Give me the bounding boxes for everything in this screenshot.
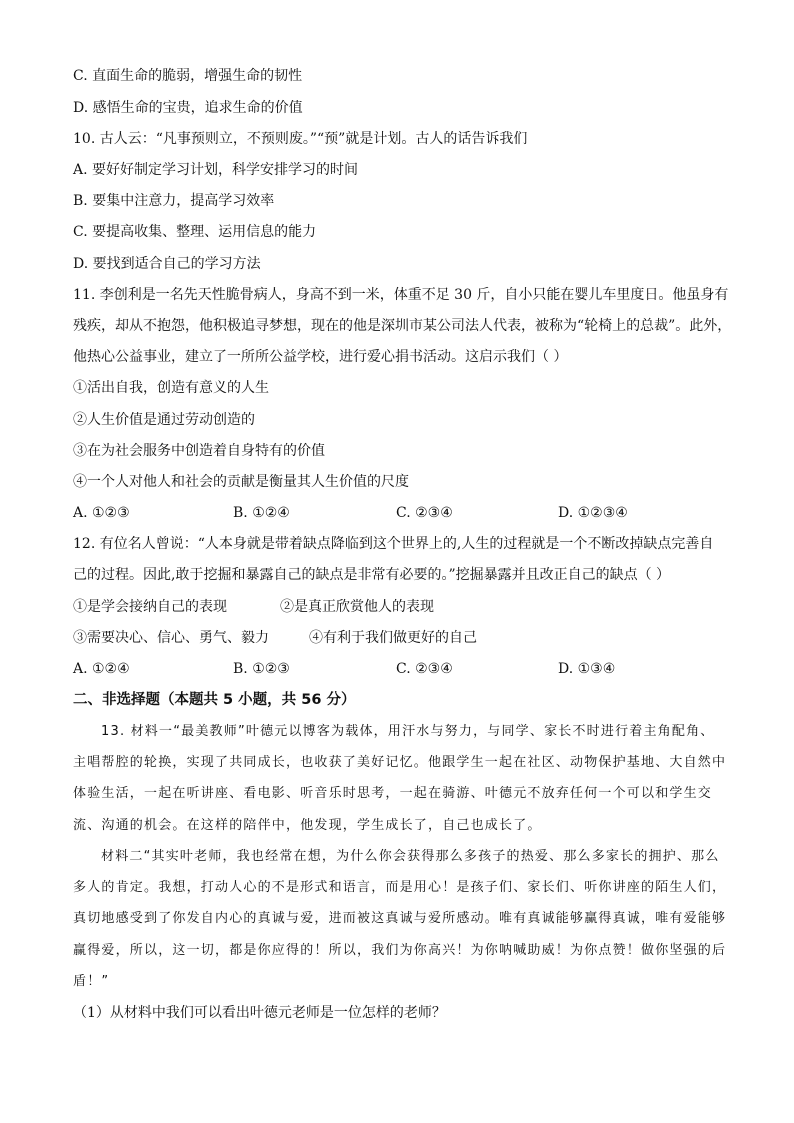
q13-subquestion-1: （1）从材料中我们可以看出叶德元老师是一位怎样的老师？: [73, 1005, 446, 1021]
q12-stem-line-1: 12. 有位名人曾说：“人本身就是带着缺点降临到这个世界上的,人生的过程就是一个不断改掉缺点完善自: [73, 536, 714, 552]
q13-material-1-line-1: 13. 材料一“最美教师”叶德元以博客为载体，用汗水与努力，与同学、家长不时进行着主角配角、: [101, 724, 715, 739]
q10-option-c: C. 要提高收集、整理、运用信息的能力: [73, 224, 317, 240]
q11-statement-3: ③在为社会服务中创造着自身特有的价值: [73, 443, 325, 459]
q12-option-a: A. ①②④: [73, 661, 130, 677]
q13-material-2-line-1: 材料二“其实叶老师，我也经常在想，为什么你会获得那么多孩子的热爱、那么多家长的拥护、那么: [101, 849, 720, 864]
q11-statement-1: ①活出自我，创造有意义的人生: [73, 380, 269, 396]
q12-option-b: B. ①②③: [233, 661, 290, 677]
q10-stem: 10. 古人云：“凡事预则立，不预则废。”“预”就是计划。古人的话告诉我们: [73, 131, 528, 147]
q11-option-c: C. ②③④: [396, 505, 453, 521]
q13-material-2-line-5: 盾！”: [73, 974, 110, 989]
q13-material-1-line-4: 流、沟通的机会。在这样的陪伴中，他发现，学生成长了，自己也成长了。: [73, 818, 542, 833]
q11-option-b: B. ①②④: [233, 505, 290, 521]
q9-option-c: C. 直面生命的脆弱，增强生命的韧性: [73, 68, 303, 84]
q9-option-d: D. 感悟生命的宝贵，追求生命的价值: [73, 100, 303, 116]
q10-option-a: A. 要好好制定学习计划，科学安排学习的时间: [73, 162, 359, 178]
q12-statement-2: ②是真正欣赏他人的表现: [280, 599, 434, 615]
q10-option-b: B. 要集中注意力，提高学习效率: [73, 193, 275, 209]
q13-material-1-line-3: 体验生活，一起在听讲座、看电影、听音乐时思考，一起在骑游、叶德元不放弃任何一个可以和学生交: [73, 786, 713, 801]
q12-option-c: C. ②③④: [396, 661, 453, 677]
q11-statement-4: ④一个人对他人和社会的贡献是衡量其人生价值的尺度: [73, 474, 409, 490]
q11-options: [73, 503, 733, 523]
q12-statements-row-1: [73, 597, 733, 617]
q13-material-2-line-4: 赢得爱，所以，这一切，都是你应得的！所以，我们为你高兴！为你呐喊助威！为你点赞！做你坚强的后: [73, 943, 727, 958]
q12-option-d: D. ①③④: [558, 661, 616, 677]
q12-statement-4: ④有利于我们做更好的自己: [309, 630, 477, 646]
q12-statement-1: ①是学会接纳自己的表现: [73, 599, 227, 615]
q11-stem-line-3: 他热心公益事业，建立了一所所公益学校，进行爱心捐书活动。这启示我们（ ）: [73, 349, 568, 365]
q13-material-1-line-2: 主唱帮腔的轮换，实现了共同成长，也收获了美好记忆。他跟学生一起在社区、动物保护基地、大自然中: [73, 755, 727, 770]
q11-stem-line-1: 11. 李创利是一名先天性脆骨病人，身高不到一米，体重不足 30 斤，自小只能在婴儿车里度日。他虽身有: [73, 287, 729, 303]
q11-stem-line-2: 残疾，却从不抱怨，他积极追寻梦想，现在的他是深圳市某公司法人代表，被称为“轮椅上的总裁”。此外，: [73, 318, 732, 334]
section-2-heading: 二、非选择题（本题共 5 小题，共 56 分）: [73, 692, 356, 708]
q12-statements-row-2: [73, 628, 733, 648]
q12-stem-line-2: 己的过程。因此,敢于挖掘和暴露自己的缺点是非常有必要的。”挖掘暴露并且改正自己的缺点（ ）: [73, 567, 671, 583]
q12-statement-3: ③需要决心、信心、勇气、毅力: [73, 630, 269, 646]
q13-material-2-line-2: 多人的肯定。我想，打动人心的不是形式和语言，而是用心！是孩子们、家长们、听你讲座的陌生人们，: [73, 880, 727, 895]
q11-option-a: A. ①②③: [73, 505, 130, 521]
q12-options: [73, 659, 733, 679]
q11-statement-2: ②人生价值是通过劳动创造的: [73, 412, 255, 428]
q13-material-2-line-3: 真切地感受到了你发自内心的真诚与爱，进而被这真诚与爱所感动。唯有真诚能够赢得真诚，唯有爱能够: [73, 911, 727, 926]
q11-option-d: D. ①②③④: [558, 505, 628, 521]
q10-option-d: D. 要找到适合自己的学习方法: [73, 256, 261, 272]
